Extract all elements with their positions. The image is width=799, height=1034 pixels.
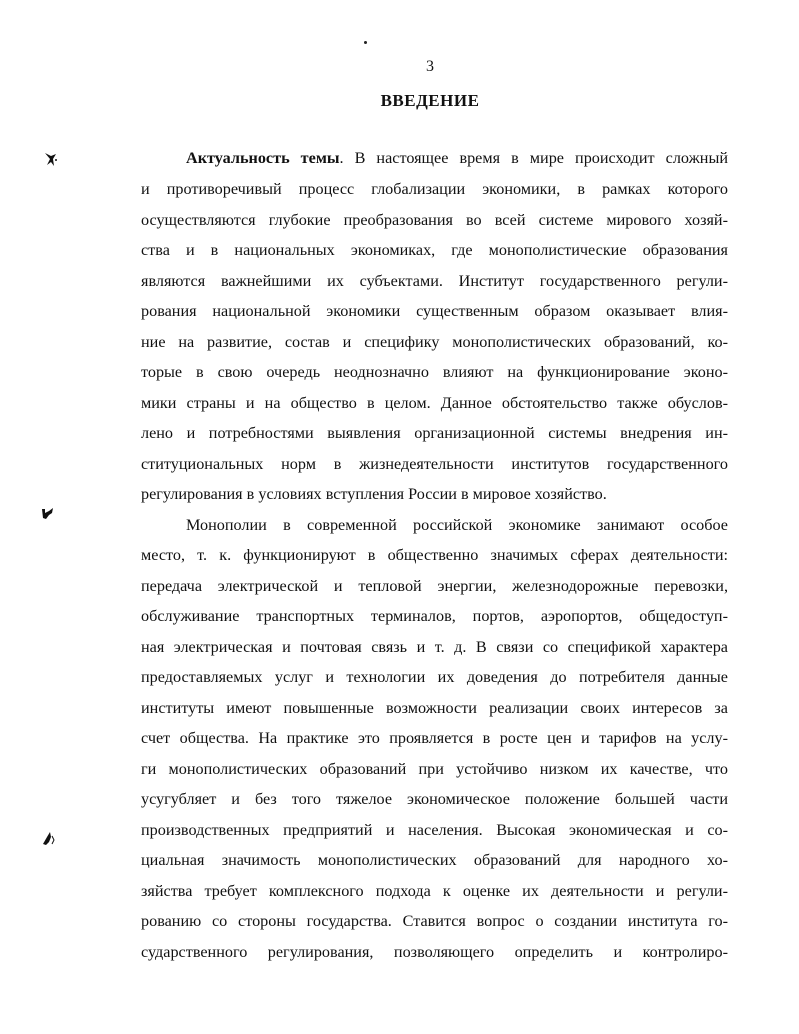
paragraph-2-line-13: зяйства требует комплексного подхода к оценке их деятельности и регули- [141, 882, 728, 900]
paragraph-2-line-14: рованию со стороны государства. Ставится вопрос о создании института го- [141, 912, 728, 930]
scan-margin-mark-icon [40, 830, 56, 848]
paragraph-1-line-6: рования национальной экономики существенным образом оказывает влия- [141, 302, 728, 320]
paragraph-lead: Актуальность темы [186, 149, 340, 167]
paragraph-2-line-11: производственных предприятий и населения. Высокая экономическая и со- [141, 821, 728, 839]
paragraph-2-line-8: счет общества. На практике это проявляется в росте цен и тарифов на услу- [141, 729, 728, 747]
paragraph-1-line-9: мики страны и на общество в целом. Данное обстоятельство также обуслов- [141, 394, 728, 412]
paragraph-2-line-6: предоставляемых услуг и технологии их доведения до потребителя данные [141, 668, 728, 686]
paragraph-1-line-11: ституциональных норм в жизнедеятельности институтов государственного [141, 455, 728, 473]
paragraph-1-line-12: регулирования в условиях вступления России в мировое хозяйство. [141, 485, 607, 503]
paragraph-1-line-4: ства и в национальных экономиках, где монополистические образования [141, 241, 728, 259]
page-number: 3 [426, 58, 434, 75]
paragraph-1-line-10: лено и потребностями выявления организационной системы внедрения ин- [141, 424, 728, 442]
paragraph-1-line-5: являются важнейшими их субъектами. Институт государственного регули- [141, 272, 728, 290]
paragraph-2-line-2: место, т. к. функционируют в общественно значимых сферах деятельности: [141, 546, 728, 564]
paragraph-2-line-12: циальная значимость монополистических образований для народного хо- [141, 851, 728, 869]
scan-margin-mark-icon [40, 505, 56, 523]
paragraph-1-line-1 [186, 143, 728, 173]
scan-margin-mark-icon [42, 150, 58, 168]
paragraph-2-line-4: обслуживание транспортных терминалов, портов, аэропортов, общедоступ- [141, 607, 728, 625]
scan-speck [364, 41, 367, 44]
paragraph-1-line-7: ние на развитие, состав и специфику монополистических образований, ко- [141, 333, 728, 351]
paragraph-1-line-2: и противоречивый процесс глобализации экономики, в рамках которого [141, 180, 728, 198]
paragraph-2-line-7: институты имеют повышенные возможности реализации своих интересов за [141, 699, 728, 717]
paragraph-2-line-9: ги монополистических образований при устойчиво низком их качестве, что [141, 760, 728, 778]
paragraph-2-line-1: Монополии в современной российской экономике занимают особое [186, 516, 728, 534]
paragraph-2-line-15: сударственного регулирования, позволяющего определить и контролиро- [141, 943, 728, 961]
paragraph-2-line-5: ная электрическая и почтовая связь и т. д. В связи со спецификой характера [141, 638, 728, 656]
paragraph-1-line-3: осуществляются глубокие преобразования во всей системе мирового хозяй- [141, 211, 728, 229]
section-heading: ВВЕДЕНИЕ [380, 91, 480, 110]
paragraph-2-line-3: передача электрической и тепловой энергии, железнодорожные перевозки, [141, 577, 728, 595]
paragraph-1-line-8: торые в свою очередь неоднозначно влияют на функционирование эконо- [141, 363, 728, 381]
paragraph-2-line-10: усугубляет и без того тяжелое экономическое положение большей части [141, 790, 728, 808]
paragraph-line-text: . В настоящее время в мире происходит сложный [339, 149, 728, 167]
